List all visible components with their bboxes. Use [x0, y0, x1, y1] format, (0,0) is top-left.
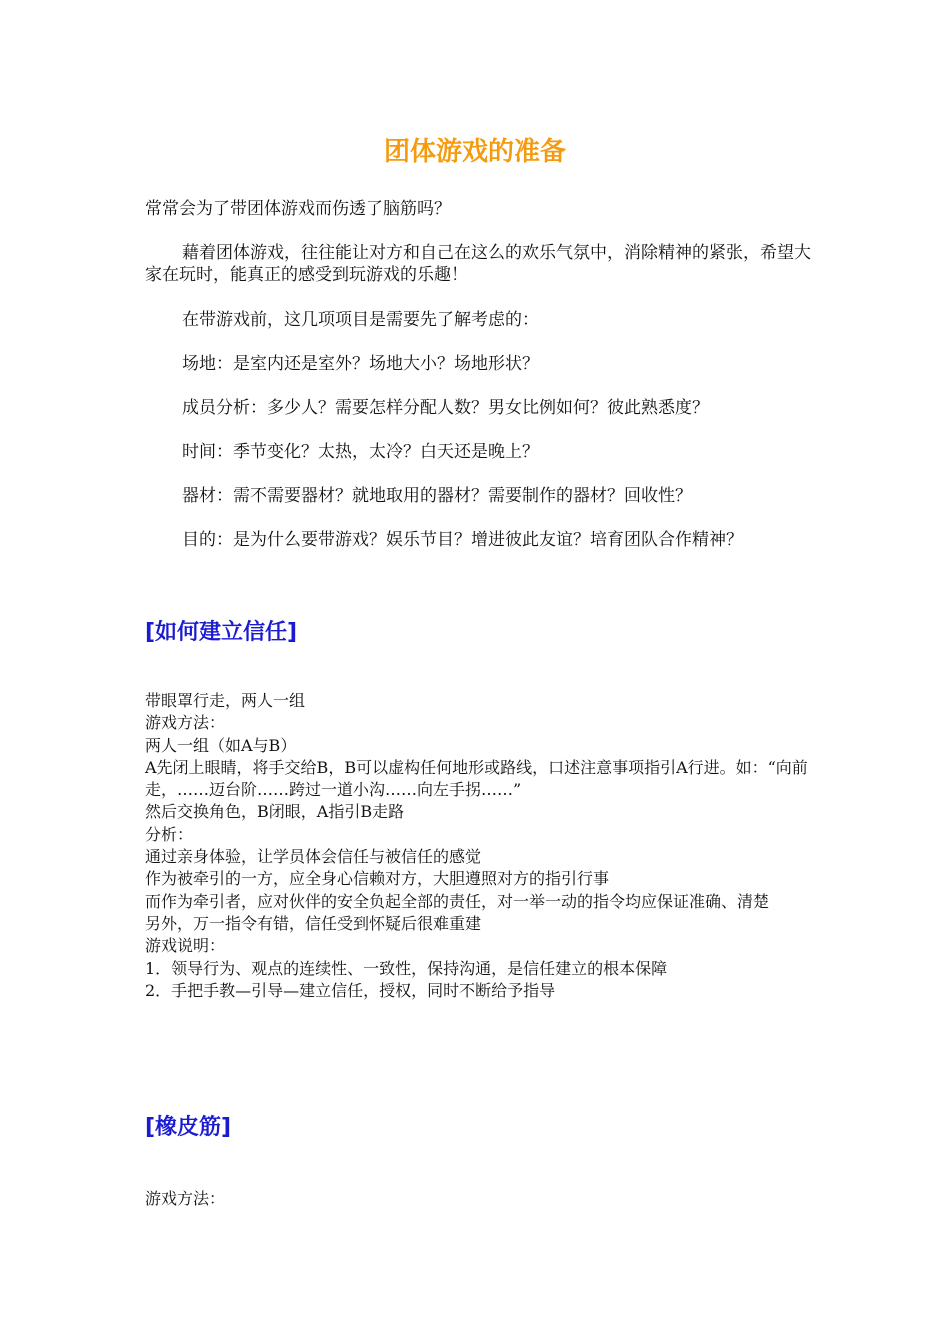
content-line: 游戏方法： [145, 713, 226, 733]
content-line: 两人一组（如A与B） [145, 735, 297, 755]
consideration-item: 目的：是为什么要带游戏？娱乐节目？增进彼此友谊？培育团队合作精神？ [182, 530, 743, 550]
section-heading-rubber-band: [橡皮筋] [145, 1115, 232, 1140]
content-line: 游戏说明： [145, 936, 226, 956]
consideration-item: 器材：需不需要器材？就地取用的器材？需要制作的器材？回收性？ [182, 486, 692, 506]
content-line: 分析： [145, 824, 194, 844]
content-line: 1．领导行为、观点的连续性、一致性，保持沟通，是信任建立的根本保障 [145, 958, 668, 978]
content-line: 而作为牵引者，应对伙伴的安全负起全部的责任，对一举一动的指令均应保证准确、清楚 [145, 891, 770, 911]
intro-lead: 在带游戏前，这几项项目是需要先了解考虑的： [182, 310, 539, 330]
section-heading-trust: [如何建立信任] [145, 620, 298, 645]
content-line: 带眼罩行走，两人一组 [145, 691, 306, 710]
rubber-band-game-content [145, 1188, 815, 1210]
consideration-item: 时间：季节变化？太热，太冷？白天还是晚上？ [182, 442, 539, 462]
content-line: 作为被牵引的一方，应全身心信赖对方，大胆遵照对方的指引行事 [145, 869, 610, 889]
intro-question: 常常会为了带团体游戏而伤透了脑筋吗？ [145, 199, 451, 219]
content-line: 然后交换角色，B闭眼，A指引B走路 [145, 802, 405, 822]
content-line: A先闭上眼睛，将手交给B，B可以虚构任何地形或路线，口述注意事项指引A行进。如：“向前走，……迈台阶……跨过一道小沟……向左手拐……” [145, 757, 808, 800]
consideration-item: 成员分析：多少人？需要怎样分配人数？男女比例如何？彼此熟悉度？ [182, 398, 709, 418]
content-line: 游戏方法： [145, 1189, 226, 1208]
consideration-item: 场地：是室内还是室外？场地大小？场地形状？ [182, 354, 539, 374]
content-line: 另外，万一指令有错，信任受到怀疑后很难重建 [145, 913, 482, 933]
intro-paragraph: 藉着团体游戏，往往能让对方和自己在这么的欢乐气氛中，消除精神的紧张，希望大家在玩时，能真正的感受到玩游戏的乐趣！ [145, 243, 811, 285]
content-line: 通过亲身体验，让学员体会信任与被信任的感觉 [145, 847, 482, 867]
trust-game-content [145, 690, 815, 1002]
content-line: 2．手把手教—引导—建立信任，授权，同时不断给予指导 [145, 980, 556, 1000]
page-title: 团体游戏的准备 [383, 137, 566, 167]
